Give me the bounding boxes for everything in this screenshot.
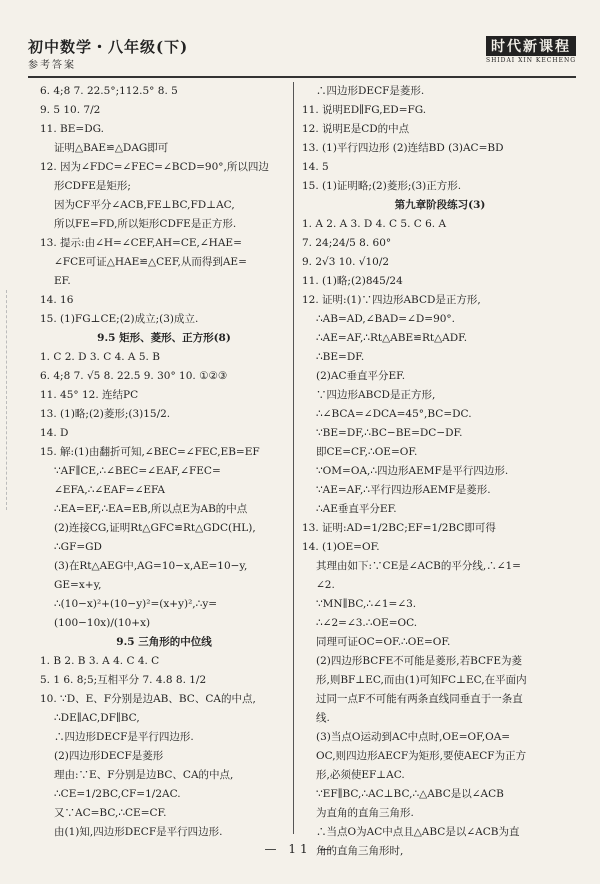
answer-line: 10. ∵D、E、F分别是边AB、BC、CA的中点, <box>40 693 256 705</box>
answer-line: 理由:∵E、F分别是边BC、CA的中点, <box>54 769 234 781</box>
answer-line: ∵AF∥CE,∴∠BEC=∠EAF,∠FEC= <box>54 465 221 477</box>
section-heading: 9.5 矩形、菱形、正方形(8) <box>97 332 231 344</box>
answer-line: ∴CE=1/2BC,CF=1/2AC. <box>54 788 181 800</box>
answer-line: 12. 说明E是CD的中点 <box>302 123 410 135</box>
answer-line: (100−10x)/(10+x) <box>54 617 151 629</box>
answer-line: 12. 证明:(1)∵四边形ABCD是正方形, <box>302 294 481 306</box>
answer-line: 5. 1 6. 8;5;互相平分 7. 4.8 8. 1/2 <box>40 674 207 686</box>
answer-line: 形CDFE是矩形; <box>54 180 131 192</box>
book-title: 初中数学・八年级(下) <box>28 38 189 56</box>
answer-line: 14. 16 <box>40 294 74 306</box>
answer-line: 14. 5 <box>302 161 329 173</box>
answer-line: 11. (1)略;(2)845/24 <box>302 275 403 287</box>
answer-line: (3)当点O运动到AC中点时,OE=OF,OA= <box>316 731 511 743</box>
answer-line: ∵BE=DF,∴BC−BE=DC−DF. <box>316 427 463 439</box>
left-column <box>40 82 288 842</box>
answer-line: ∴四边形DECF是菱形. <box>316 85 425 97</box>
binding-mark <box>6 290 21 510</box>
answer-line: 证明△BAE≌△DAG即可 <box>54 142 169 154</box>
answer-line: ∴AE垂直平分EF. <box>316 503 397 515</box>
answer-line: 11. 45° 12. 连结PC <box>40 389 139 401</box>
answer-line: 形,则BF⊥EC,而由(1)可知FC⊥EC,在平面内 <box>316 674 527 686</box>
answer-line: ∠EFA,∴∠EAF=∠EFA <box>54 484 165 496</box>
answer-line: 7. 24;24/5 8. 60° <box>302 237 392 249</box>
answer-line: 为直角的直角三角形. <box>316 807 414 819</box>
answer-line: 角的直角三角形时, <box>316 845 404 857</box>
answer-line: 1. C 2. D 3. C 4. A 5. B <box>40 351 160 363</box>
brand-pinyin: SHIDAI XIN KECHENG <box>485 57 576 64</box>
answer-line: 6. 4;8 7. 22.5°;112.5° 8. 5 <box>40 85 178 97</box>
page-number: — 11 — <box>264 842 336 856</box>
section-heading: 第九章阶段练习(3) <box>394 199 486 211</box>
answer-line: (2)四边形DECF是菱形 <box>54 750 164 762</box>
answer-line: ∴(10−x)²+(10−y)²=(x+y)²,∴y= <box>54 598 218 610</box>
answer-line: ∴AE=AF,∴Rt△ABE≌Rt△ADF. <box>316 332 468 344</box>
answer-line: ∴∠2=∠3.∴OE=OC. <box>316 617 418 629</box>
section-heading: 9.5 三角形的中位线 <box>116 636 212 648</box>
answer-line: 所以FE=FD,所以矩形CDFE是正方形. <box>54 218 237 230</box>
answer-line: 由(1)知,四边形DECF是平行四边形. <box>54 826 223 838</box>
answer-line: 又∵AC=BC,∴CE=CF. <box>54 807 167 819</box>
answer-line: OC,则四边形AECF为矩形,要使AECF为正方 <box>316 750 527 762</box>
brand-logo <box>486 36 576 64</box>
answer-line: 9. 5 10. 7/2 <box>40 104 101 116</box>
answer-line: 13. 证明:AD=1/2BC;EF=1/2BC即可得 <box>302 522 496 534</box>
answer-line: ∴AB=AD,∠BAD=∠D=90°. <box>316 313 456 325</box>
answer-line: 11. BE=DG. <box>40 123 104 135</box>
answer-line: ∵AE=AF,∴平行四边形AEMF是菱形. <box>316 484 491 496</box>
answer-line: ∠2. <box>316 579 335 591</box>
answer-line: GE=x+y, <box>54 579 102 591</box>
answer-line: (2)AC垂直平分EF. <box>316 370 406 382</box>
answer-line: ∴BE=DF. <box>316 351 365 363</box>
answer-line: EF. <box>54 275 71 287</box>
answer-line: ∴GF=GD <box>54 541 102 553</box>
answer-line: ∴当点O为AC中点且△ABC是以∠ACB为直 <box>316 826 520 838</box>
answer-line: 12. 因为∠FDC=∠FEC=∠BCD=90°,所以四边 <box>40 161 269 173</box>
answer-line: ∴DE∥AC,DF∥BC, <box>54 712 140 724</box>
answer-line: ∴EA=EF,∴EA=EB,所以点E为AB的中点 <box>54 503 248 515</box>
answer-line: 6. 4;8 7. √5 8. 22.5 9. 30° 10. ①②③ <box>40 370 228 382</box>
answer-line: 其理由如下:∵CE是∠ACB的平分线,∴∠1= <box>316 560 521 572</box>
answer-line: 11. 说明ED∥FG,ED=FG. <box>302 104 427 116</box>
answer-line: (3)在Rt△AEG中,AG=10−x,AE=10−y, <box>54 560 248 572</box>
answer-line: ∴四边形DECF是平行四边形. <box>54 731 194 743</box>
brand-name: 时代新课程 <box>486 36 576 56</box>
answer-line: ∵MN∥BC,∴∠1=∠3. <box>316 598 417 610</box>
answer-line: 13. (1)略;(2)菱形;(3)15/2. <box>40 408 171 420</box>
answer-line: 13. 提示:由∠H=∠CEF,AH=CE,∠HAE= <box>40 237 242 249</box>
answer-line: ∴∠BCA=∠DCA=45°,BC=DC. <box>316 408 472 420</box>
page-header <box>28 36 576 76</box>
answer-line: 15. (1)证明略;(2)菱形;(3)正方形. <box>302 180 462 192</box>
answer-line: 同理可证OC=OF.∴OE=OF. <box>316 636 451 648</box>
answer-line: ∵四边形ABCD是正方形, <box>316 389 436 401</box>
answer-line: 14. D <box>40 427 69 439</box>
answer-line: 过同一点F不可能有两条直线同垂直于一条直 <box>316 693 523 705</box>
answer-line: 9. 2√3 10. √10/2 <box>302 256 390 268</box>
answer-line: 即CE=CF,∴OE=OF. <box>316 446 418 458</box>
answer-line: 因为CF平分∠ACB,FE⊥BC,FD⊥AC, <box>54 199 235 211</box>
answer-line: 1. A 2. A 3. D 4. C 5. C 6. A <box>302 218 447 230</box>
answer-line: (2)连接CG,证明Rt△GFC≌Rt△GDC(HL), <box>54 522 256 534</box>
column-divider <box>293 82 294 834</box>
header-rule <box>28 76 576 78</box>
answer-line: ∵OM=OA,∴四边形AEMF是平行四边形. <box>316 465 509 477</box>
answer-line: 15. 解:(1)由翻折可知,∠BEC=∠FEC,EB=EF <box>40 446 260 458</box>
answer-line: ∵EF∥BC,∴AC⊥BC,∴△ABC是以∠ACB <box>316 788 504 800</box>
answer-line: 15. (1)FG⊥CE;(2)成立;(3)成立. <box>40 313 199 325</box>
answer-line: ∠FCE可证△HAE≌△CEF,从而得到AE= <box>54 256 247 268</box>
answer-line: 14. (1)OE=OF. <box>302 541 380 553</box>
answer-line: 形,必须使EF⊥AC. <box>316 769 405 781</box>
answer-line: (2)四边形BCFE不可能是菱形,若BCFE为菱 <box>316 655 523 667</box>
section-subtitle: 参考答案 <box>28 60 76 71</box>
answer-line: 1. B 2. B 3. A 4. C 4. C <box>40 655 160 667</box>
answer-line: 13. (1)平行四边形 (2)连结BD (3)AC=BD <box>302 142 504 154</box>
right-column <box>302 82 578 861</box>
answer-line: 线. <box>316 712 330 724</box>
